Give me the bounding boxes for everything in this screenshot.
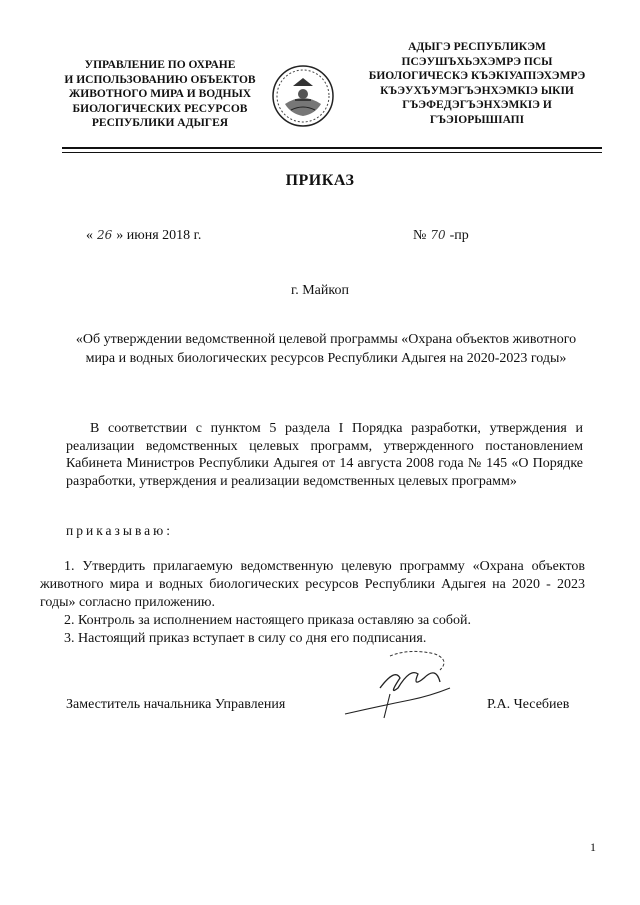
header-left-organization-ru <box>40 58 280 131</box>
header-left-line: УПРАВЛЕНИЕ ПО ОХРАНЕ <box>84 59 236 71</box>
header-right-line: ГЪЭIОРЫШIАПI <box>429 113 525 126</box>
date-rest: » июня 2018 г. <box>116 228 202 243</box>
signatory-name: Р.А. Чесебиев <box>487 697 570 712</box>
order-item: 3. Настоящий приказ вступает в силу со дня его подписания. <box>64 631 427 646</box>
header-divider-thick <box>62 147 602 149</box>
order-items <box>40 558 585 648</box>
header-divider-thin <box>62 152 602 153</box>
signatory-title: Заместитель начальника Управления <box>66 697 286 712</box>
document-title: ПРИКАЗ <box>285 172 355 189</box>
header-left-line: БИОЛОГИЧЕСКИХ РЕСУРСОВ <box>72 102 248 115</box>
orders-word: приказываю: <box>66 523 173 538</box>
number-prefix: № <box>413 228 427 243</box>
header-right-line: АДЫГЭ РЕСПУБЛИКЭМ <box>408 41 546 53</box>
order-item: 1. Утвердить прилагаемую ведомственную целевую программу «Охрана объектов животного мира и водных биологических ресурсов Республики Адыгея на 2020 - 2023 годы» согласно приложению. <box>40 559 585 610</box>
header-right-line: КЪЭУХЪУМЭГЪЭНХЭМКIЭ ЫКIИ <box>380 84 574 97</box>
order-number <box>413 228 469 244</box>
city: г. Майкоп <box>291 283 349 298</box>
header-right-line: ПСЭУШЪХЬЭХЭМРЭ ПСЫ <box>401 55 553 68</box>
handwritten-signature <box>340 648 460 723</box>
order-item: 2. Контроль за исполнением настоящего приказа оставляю за собой. <box>64 613 472 628</box>
header-right-organization-adyghe <box>352 40 602 127</box>
date-open-quote: « <box>86 228 93 243</box>
header-left-line: ЖИВОТНОГО МИРА И ВОДНЫХ <box>68 88 252 100</box>
preamble-paragraph: В соответствии с пунктом 5 раздела I Порядка разработки, утверждения и реализации ведомственных целевых программ, утвержденного постановлением Кабинета Министров Республики Адыгея от 14 августа 2008 года № 145 «О Порядке разработки, утверждения и реализации ведомственных целевых программ» <box>66 421 583 489</box>
order-date <box>86 228 201 244</box>
date-day: 26 <box>97 228 113 242</box>
number-value: 70 <box>430 228 446 242</box>
page-number: 1 <box>590 840 596 854</box>
order-subject: «Об утверждении ведомственной целевой программы «Охрана объектов животного мира и водных биологических ресурсов Республики Адыгея на 2020-2023 годы» <box>75 332 577 366</box>
header-right-line: БИОЛОГИЧЕСКЭ КЪЭКIУАПIЭХЭМРЭ <box>368 70 586 82</box>
header-left-line: И ИСПОЛЬЗОВАНИЮ ОБЪЕКТОВ <box>64 73 256 86</box>
number-suffix: -пр <box>449 228 469 243</box>
header-left-line: РЕСПУБЛИКИ АДЫГЕЯ <box>91 117 229 129</box>
coat-of-arms-icon <box>271 64 335 128</box>
header-right-line: ГЪЭФЕДЭГЪЭНХЭМКIЭ И <box>402 99 552 111</box>
